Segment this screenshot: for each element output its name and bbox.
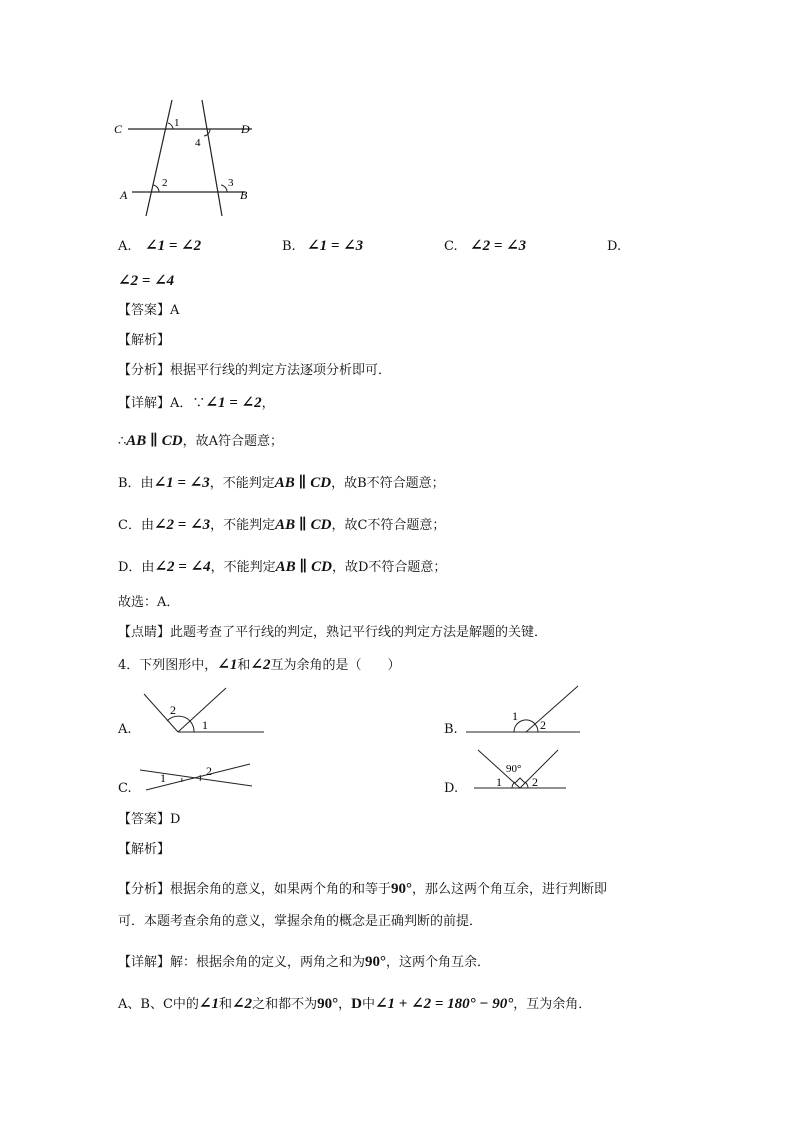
q3-detail-d: D．由∠2 = ∠4，不能判定AB ∥ CD，故D不符合题意；	[118, 559, 447, 575]
angle-label-3: 3	[228, 177, 234, 189]
angle-label-1: 1	[174, 117, 180, 129]
svg-text:2: 2	[206, 764, 212, 778]
svg-text:1: 1	[202, 718, 208, 732]
q3-answer: 【答案】A	[118, 303, 180, 318]
q4-analysis-tag: 【解析】	[118, 842, 171, 857]
angle-label-2: 2	[162, 177, 168, 189]
q3-therefore: ∴AB ∥ CD，故A符合题意；	[118, 433, 283, 449]
q4-fenxi-line1: 【分析】根据余角的意义，如果两个角的和等于90°，那么这两个角互余，进行判断即	[118, 881, 608, 897]
q4-detail: 【详解】解：根据余角的定义，两角之和为90°，这两个角互余．	[118, 954, 491, 970]
q4-option-c: C.	[118, 781, 132, 796]
label-A: A	[120, 188, 128, 202]
q3-detail-a: 【详解】A．∵∠1 = ∠2，	[118, 395, 275, 411]
option-d-label: D.	[607, 239, 622, 254]
q4-option-a: A.	[118, 722, 132, 737]
q4-conclusion: A、B、C中的∠1和∠2之和都不为90°，D中∠1 + ∠2 = 180° − 90°，互为余角．	[118, 996, 592, 1012]
q4-fenxi-line2: 可．本题考查余角的意义，掌握余角的概念是正确判断的前提．	[118, 914, 483, 929]
svg-text:90°: 90°	[506, 763, 522, 775]
q4-stem: 4．下列图形中，∠1和∠2互为余角的是（ ）	[118, 657, 401, 673]
angle-label-4: 4	[195, 137, 201, 149]
q4-figure-b	[464, 684, 584, 738]
option-d-math: ∠2 = ∠4	[118, 273, 175, 289]
option-b-math: ∠1 = ∠3	[307, 238, 364, 254]
svg-text:2: 2	[540, 718, 546, 732]
q3-detail-c: C．由∠2 = ∠3，不能判定AB ∥ CD，故C不符合题意；	[118, 517, 446, 533]
label-D: D	[241, 122, 250, 136]
svg-text:2: 2	[532, 775, 538, 789]
option-a-math: ∠1 = ∠2	[145, 238, 202, 254]
q3-analysis-tag: 【解析】	[118, 333, 171, 348]
svg-text:2: 2	[170, 703, 176, 717]
option-b-label: B.	[282, 239, 296, 254]
option-c-math: ∠2 = ∠3	[470, 238, 527, 254]
option-c-label: C.	[444, 239, 458, 254]
svg-text:1: 1	[160, 771, 166, 785]
q4-option-d: D.	[444, 781, 459, 796]
q4-option-b: B.	[444, 722, 458, 737]
q4-figure-a	[140, 684, 270, 738]
parallel-lines-figure	[110, 96, 260, 222]
q3-detail-b: B．由∠1 = ∠3，不能判定AB ∥ CD，故B不符合题意；	[118, 475, 445, 491]
label-B: B	[240, 188, 248, 202]
q4-figure-c	[138, 758, 258, 794]
q3-fenxi: 【分析】根据平行线的判定方法逐项分析即可．	[118, 363, 392, 378]
svg-text:1: 1	[512, 709, 518, 723]
q3-choice: 故选：A．	[118, 595, 180, 610]
label-C: C	[114, 122, 123, 136]
q4-figure-d	[470, 746, 570, 794]
option-a-label: A.	[118, 239, 132, 254]
q4-answer: 【答案】D	[118, 812, 181, 827]
svg-text:1: 1	[496, 775, 502, 789]
q3-dianjing: 【点睛】此题考查了平行线的判定，熟记平行线的判定方法是解题的关键．	[118, 625, 548, 640]
